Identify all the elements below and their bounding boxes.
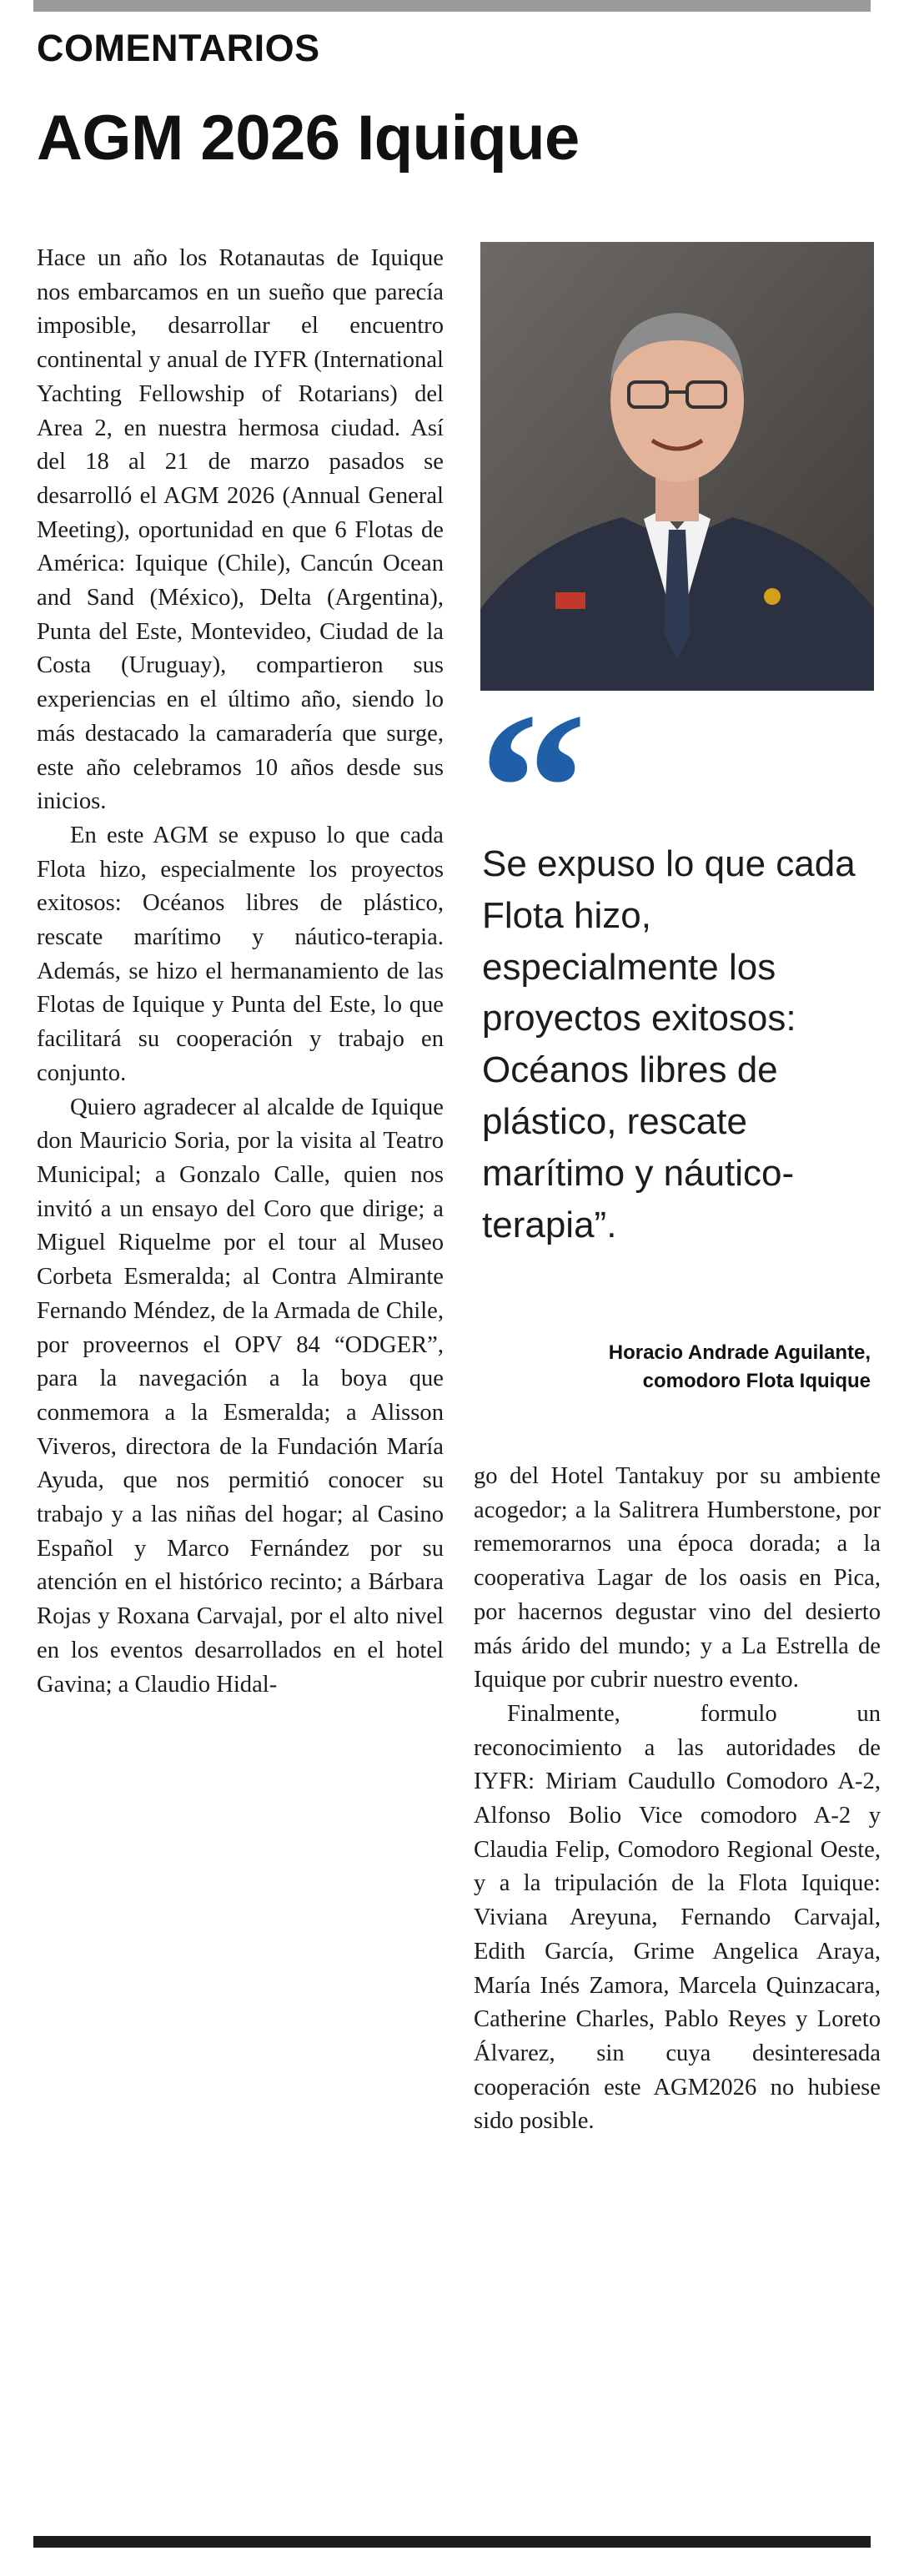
attribution-name: Horacio Andrade Aguilante, [608,1341,871,1364]
paragraph-3: Quiero agradecer al alcalde de Iquique don Mauricio Soria, por la visita al Teatro Municipal; a Gonzalo Calle, quien nos invitó a un ensayo del Coro que dirige; a Miguel Riquelme por el tour al Museo Corbeta Esmeralda; al Contra Almirante Fernando Méndez, de la Armada de Chile, por proveernos el OPV 84 “ODGER”, para la navegación a la boya que conmemora a la Esmeralda; a Alisson Viveros, directora de la Fundación María Ayuda, que nos permitió conocer su trabajo y a las niñas del hogar; al Casino Español y Marco Fernández por su atención en el histórico recinto; a Bárbara Rojas y Roxana Carvajal, por el alto nivel en los eventos desarrollados en el hotel Gavina; a Claudio Hidal- [37,1094,444,1698]
body-column-left [37,242,444,1702]
quote-mark-icon [479,668,634,908]
section-label: COMENTARIOS [37,27,320,69]
paragraph-2: En este AGM se expuso lo que cada Flota hizo, especialmente los proyectos exitosos: Océanos libres de plástico, rescate marítimo y náutico-terapia. Además, se hizo el hermanamiento de las Flotas de Iquique y Punta del Este, lo que facilitará su cooperación y trabajo en conjunto. [37,822,444,1086]
paragraph-5: Finalmente, formulo un reconocimiento a las autoridades de IYFR: Miriam Caudullo Comodoro A-2, Alfonso Bolio Vice comodoro A-2 y Claudia Felip, Comodoro Regional Oeste, y a la tripulación de la Flota Iquique: Viviana Areyuna, Fernando Carvajal, Edith García, Grime Angelica Araya, María Inés Zamora, Marcela Quinzacara, Catherine Charles, Pablo Reyes y Loreto Álvarez, sin cuya desinteresada cooperación este AGM2026 no hubiese sido posible. [474,1700,881,2135]
attribution-role: comodoro Flota Iquique [642,1370,871,1392]
bottom-rule [33,2536,871,2548]
headline: AGM 2026 Iquique [37,103,580,174]
body-column-right [474,1460,881,2139]
paragraph-4: go del Hotel Tantakuy por su ambiente acogedor; a la Salitrera Humberstone, por rememorarnos una época dorada; a la cooperativa Lagar de los oasis en Pica, por hacernos degustar vino del desierto más árido del mundo; y a La Estrella de Iquique por cubrir nuestro evento. [474,1463,881,1693]
quote-attribution [609,1339,871,1396]
svg-text:“: “ [479,668,587,908]
portrait-illustration [480,242,874,691]
portrait-photo [480,242,874,691]
pull-quote: Se expuso lo que cada Flota hizo, especialmente los proyectos exitosos: Océanos libres de plástico, rescate marítimo y náutico-terapia”. [482,843,856,1245]
paragraph-1: Hace un año los Rotanautas de Iquique nos embarcamos en un sueño que parecía imposible, desarrollar el encuentro continental y anual de IYFR (International Yachting Fellowship of Rotarians) del Area 2, en nuestra hermosa ciudad. Así del 18 al 21 de marzo pasados se desarrolló el AGM 2026 (Annual General Meeting), oportunidad en que 6 Flotas de América: Iquique (Chile), Cancún Ocean and Sand (México), Delta (Argentina), Punta del Este, Montevideo, Ciudad de la Costa (Uruguay), compartieron sus experiencias en el último año, siendo lo más destacado la camaradería que surge, este año celebramos 10 años desde sus inicios. [37,245,444,815]
top-rule [33,0,871,12]
